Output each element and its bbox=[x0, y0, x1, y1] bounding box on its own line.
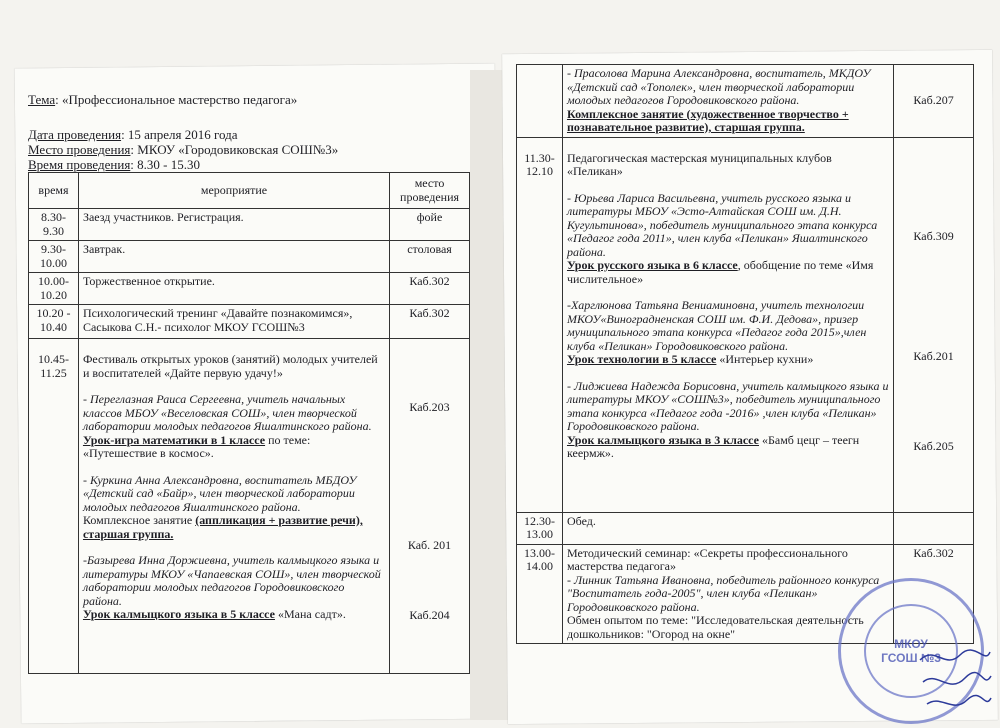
document-header bbox=[28, 92, 338, 172]
header-place: место проведения bbox=[390, 173, 470, 209]
place-line: Место проведения: МКОУ «Городовиковская СОШ№3» bbox=[28, 142, 339, 157]
table-row: 11.30- 12.10 Педагогическая мастерская муниципальных клубов «Пеликан» - Юрьева Лариса Васильевна, учитель русского языка и литературы МБОУ «Эсто-Алтайская СОШ им. Д.Н. Кугультинова», победитель муниципального этапа конкурса «Педагог года 2011», член клуба «Пеликан» Яшалтинского района. Урок русского языка в 6 классе, обобщение по теме «Имя числительное» -Харглюнова Татьяна Вениаминовна, учитель технологии МКОУ«Виноградненская СОШ им. Ф.И. Дедова», призер муниципального этапа конкурса «Педагог года 2015»,член клуба «Пеликан» Городовиковского района. Урок технологии в 5 классе «Интерьер кухни» - Лиджиева Надежда Борисовна, учитель калмыцкого языка и литературы МКОУ «СОШ№3», победитель муниципального этапа конкурса «Педагог года -2016» ,член клуба «Пеликан» Городовиковского района. Урок калмыцкого языка в 3 классе «Бамб цецг – теегн кеермж». Каб.309 Каб.201 Каб.205 bbox=[517, 137, 974, 512]
table-row: - Прасолова Марина Александровна, воспитатель, МКДОУ «Детский сад «Тополек», член творческой лаборатории молодых педагогов Городовиковского района. Комплексное занятие (художественное творчество + познавательное развитие), старшая группа. Каб.207 bbox=[517, 65, 974, 138]
date-line: Дата проведения: 15 апреля 2016 года bbox=[28, 127, 238, 142]
time-line: Время проведения: 8.30 - 15.30 bbox=[28, 157, 200, 172]
table-row: 9.30- 10.00 Завтрак. столовая bbox=[29, 241, 470, 273]
left-schedule-table bbox=[28, 172, 470, 674]
header-event: мероприятие bbox=[78, 173, 389, 209]
right-schedule-table bbox=[516, 64, 974, 644]
signature-scribble bbox=[915, 640, 995, 720]
table-row: 10.00- 10.20 Торжественное открытие. Каб.302 bbox=[29, 273, 470, 305]
official-stamp: МКОУ ГСОШ №3 bbox=[838, 578, 984, 724]
table-row: 13.00- 14.00 Методический семинар: «Секреты профессионального мастерства педагога» - Линник Татьяна Ивановна, победитель районного конкурса "Воспитатель года-2005", член клуба «Пеликан» Городовиковского района. Обмен опытом по теме: "Исследовательская деятельность дошкольников: "Огород на окне" Каб.302 bbox=[517, 544, 974, 644]
table-row: 10.45- 11.25 Фестиваль открытых уроков (занятий) молодых учителей и воспитателей «Дайте первую удачу!» - Переглазная Раиса Сергеевна, учитель начальных классов МБОУ «Веселовская СОШ», член творческой лаборатории молодых педагогов Яшалтинского района. Урок-игра математики в 1 классе по теме: «Путешествие в космос». - Куркина Анна Александровна, воспитатель МБДОУ «Детский сад «Байр», член творческой лаборатории молодых педагогов Яшалтинского района. Комплексное занятие (аппликация + развитие речи), старшая группа. -Базырева Инна Доржиевна, учитель калмыцкого языка и литературы МКОУ «Чапаевская СОШ», член творческой лаборатории молодых педагогов Городовиковского района. Урок калмыцкого языка в 5 классе «Мана садт». Каб.203 Каб. 201 Каб.204 bbox=[29, 339, 470, 674]
table-row: 10.20 - 10.40 Психологический тренинг «Давайте познакомимся», Сасыкова С.Н.- психолог МКОУ ГСОШ№3 Каб.302 bbox=[29, 305, 470, 339]
topic-line: Тема: «Профессиональное мастерство педагога» bbox=[28, 92, 298, 107]
table-row: 12.30- 13.00 Обед. bbox=[517, 512, 974, 544]
header-time: время bbox=[29, 173, 79, 209]
table-row: 8.30- 9.30 Заезд участников. Регистрация. фойе bbox=[29, 209, 470, 241]
